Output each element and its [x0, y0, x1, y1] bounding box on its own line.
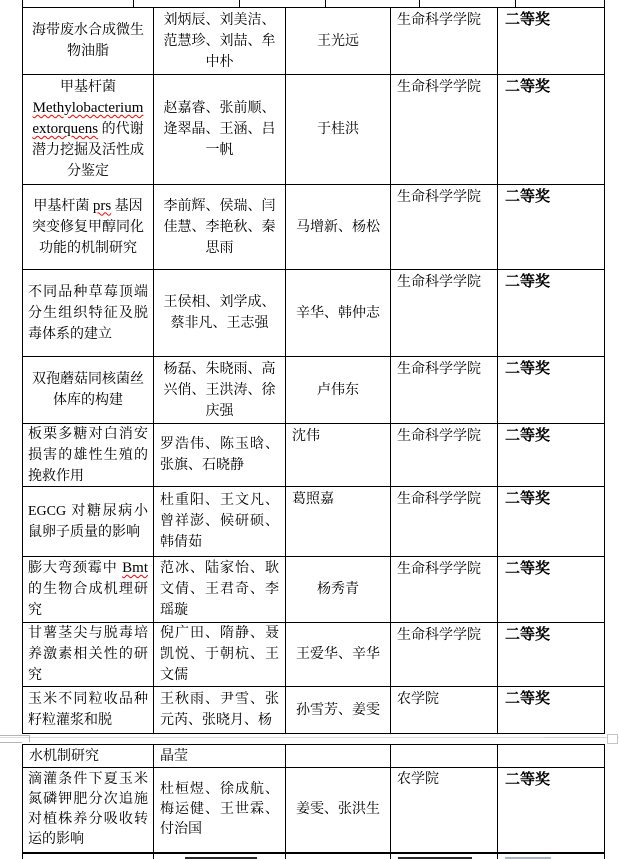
- award-level-cell: [498, 487, 605, 556]
- award-level-cell-text: 二等奖: [505, 561, 551, 577]
- table-row: [23, 623, 605, 687]
- college-cell-text: 生命科学学院: [397, 13, 481, 28]
- table-border: [497, 854, 498, 859]
- award-level-cell-text: 二等奖: [505, 12, 551, 28]
- page-corner-mark-left: [0, 735, 30, 736]
- project-title-cell: [23, 424, 154, 486]
- college-cell-text: 生命科学学院: [397, 190, 481, 205]
- team-members-cell-text: 杜重阳、王文凡、曾祥澎、候研硕、韩倩茹: [160, 493, 279, 550]
- advisors-cell-text: 王爱华、辛华: [296, 647, 380, 662]
- team-members-cell: [154, 357, 286, 423]
- award-level-cell: [498, 270, 605, 356]
- award-level-cell: [498, 185, 605, 269]
- college-cell-text: 生命科学学院: [397, 362, 481, 377]
- table-border: [133, 0, 134, 7]
- awards-table: [22, 0, 605, 859]
- college-cell-text: 生命科学学院: [397, 80, 481, 95]
- project-title-cell-text: 甲基杆菌 prs 基因突变修复甲醇同化功能的机制研究: [32, 197, 144, 256]
- advisors-cell-text: 王光远: [317, 33, 359, 49]
- advisors-cell-text: 姜雯、张洪生: [296, 802, 380, 817]
- advisors-cell: [286, 424, 391, 486]
- college-cell-text: 生命科学学院: [397, 492, 481, 507]
- college-cell: [391, 768, 498, 852]
- page-corner-mark-left: [29, 735, 30, 742]
- advisors-cell-text: 杨秀青: [317, 582, 359, 597]
- college-cell-text: 农学院: [397, 692, 439, 707]
- award-level-cell: [498, 424, 605, 486]
- award-level-cell-text: 二等奖: [505, 189, 551, 205]
- project-title-cell: [23, 745, 154, 767]
- advisors-cell-text: 孙雪芳、姜雯: [296, 702, 380, 718]
- team-members-cell: [154, 424, 286, 486]
- page-edge-line: [0, 737, 619, 738]
- college-cell-text: 生命科学学院: [397, 275, 481, 290]
- clipped-previous-row: [22, 0, 605, 8]
- award-level-cell-text: 二等奖: [505, 79, 551, 95]
- project-title-cell-text: 玉米不同粒收品种籽粒灌浆和脱: [28, 692, 148, 728]
- award-level-cell: [498, 8, 605, 74]
- team-members-cell-text: 晶莹: [160, 749, 188, 764]
- college-cell-text: 农学院: [397, 772, 439, 787]
- advisors-cell: [286, 557, 391, 622]
- college-cell-text: 生命科学学院: [397, 628, 481, 643]
- team-members-cell-text: 王秋雨、尹雪、张元芮、张晓月、杨: [160, 692, 279, 728]
- award-level-cell-text: 二等奖: [505, 491, 551, 507]
- table-row: [23, 768, 605, 853]
- team-members-cell-text: 倪广田、隋静、聂凯悦、于朝杭、王文儒: [160, 626, 279, 683]
- award-level-cell: [498, 357, 605, 423]
- team-members-cell: [154, 768, 286, 852]
- project-title-cell-text: 海带废水合成微生物油脂: [32, 23, 144, 59]
- project-title-cell: [23, 75, 154, 184]
- award-level-cell-text: 二等奖: [505, 691, 551, 707]
- college-cell-text: 生命科学学院: [397, 429, 481, 444]
- team-members-cell: [154, 8, 286, 74]
- team-members-cell: [154, 745, 286, 767]
- table-row: [23, 557, 605, 623]
- award-level-cell-text: 二等奖: [505, 274, 551, 290]
- project-title-cell: [23, 357, 154, 423]
- college-cell-text: [391, 745, 497, 747]
- spellcheck-underlined-term: prs: [92, 197, 112, 214]
- college-cell-text: 生命科学学院: [397, 562, 481, 577]
- college-cell: [391, 557, 498, 622]
- team-members-cell-text: 范冰、陆家怡、耿文倩、王君奇、李瑶璇: [160, 561, 279, 618]
- project-title-cell: [23, 623, 154, 686]
- award-level-cell-text: 二等奖: [505, 428, 551, 444]
- advisors-cell: [286, 357, 391, 423]
- advisors-cell-text: 卢伟东: [317, 382, 359, 398]
- project-title-cell: [23, 687, 154, 733]
- college-cell: [391, 687, 498, 733]
- table-row: [23, 270, 605, 357]
- advisors-cell: [286, 270, 391, 356]
- award-level-cell: [498, 75, 605, 184]
- award-level-cell: [498, 768, 605, 852]
- team-members-cell-text: 杜桓煜、徐成航、梅运健、王世霖、付治国: [160, 782, 279, 837]
- project-title-cell: [23, 487, 154, 556]
- award-level-cell: [498, 557, 605, 622]
- team-members-cell: [154, 487, 286, 556]
- project-title-cell: [23, 185, 154, 269]
- award-level-cell: [498, 745, 605, 767]
- college-cell: [391, 487, 498, 556]
- team-members-cell-text: 罗浩伟、陈玉晗、张旗、石晓静: [160, 437, 279, 473]
- page-edge-line: [545, 737, 607, 738]
- team-members-cell: [154, 185, 286, 269]
- table-border: [515, 0, 516, 7]
- table-border: [325, 0, 326, 7]
- team-members-cell: [154, 687, 286, 733]
- advisors-cell-text: 辛华、韩仲志: [296, 305, 380, 321]
- project-title-cell: [23, 270, 154, 356]
- table-border: [390, 854, 391, 859]
- college-cell: [391, 745, 498, 767]
- table-border: [153, 854, 154, 859]
- college-cell: [391, 8, 498, 74]
- advisors-cell: [286, 487, 391, 556]
- clipped-next-row: [22, 853, 605, 859]
- spellcheck-underlined-term: Bmt: [122, 560, 148, 576]
- advisors-cell: [286, 75, 391, 184]
- college-cell: [391, 424, 498, 486]
- table-row: [23, 687, 605, 734]
- project-title-cell: [23, 768, 154, 852]
- advisors-cell: [286, 8, 391, 74]
- table-border: [285, 854, 286, 859]
- project-title-cell-text: 滴灌条件下夏玉米氮磷钾肥分次追施对植株养分吸收转运的影响: [28, 772, 148, 847]
- table-border: [604, 0, 605, 7]
- table-row: [23, 745, 605, 768]
- college-cell: [391, 185, 498, 269]
- table-row: [23, 487, 605, 557]
- team-members-cell: [154, 270, 286, 356]
- award-level-cell: [498, 623, 605, 686]
- award-level-cell-text: 二等奖: [505, 361, 551, 377]
- award-level-cell-text: 二等奖: [505, 627, 551, 643]
- college-cell: [391, 75, 498, 184]
- team-members-cell: [154, 557, 286, 622]
- college-cell: [391, 357, 498, 423]
- college-cell: [391, 270, 498, 356]
- table-border: [22, 854, 23, 859]
- table-row: [23, 75, 605, 185]
- advisors-cell-text: 马增新、杨松: [296, 219, 380, 235]
- award-level-cell: [498, 687, 605, 733]
- project-title-cell-text: 甲基杆菌Methylobacterium extorquens 的代谢潜力挖掘及活性成分鉴定: [32, 80, 144, 179]
- advisors-cell-text: 沈伟: [292, 429, 320, 444]
- project-title-cell-text: 甘薯茎尖与脱毒培养激素相关性的研究: [28, 626, 148, 683]
- team-members-cell-text: 王侯相、刘学成、蔡非凡、王志强: [163, 295, 276, 331]
- advisors-cell: [286, 745, 391, 767]
- team-members-cell-text: 李前辉、侯瑞、闫佳慧、李艳秋、秦思雨: [163, 198, 276, 256]
- table-row: [23, 424, 605, 487]
- page-corner-mark-right: [607, 734, 618, 744]
- table-row: [23, 185, 605, 270]
- project-title-cell-text: 水机制研究: [29, 749, 99, 764]
- team-members-cell: [154, 623, 286, 686]
- project-title-cell: [23, 557, 154, 622]
- advisors-cell: [286, 768, 391, 852]
- table-border: [419, 0, 420, 7]
- college-cell: [391, 623, 498, 686]
- table-border: [604, 854, 605, 859]
- project-title-cell-text: 不同品种草莓顶端分生组织特征及脱毒体系的建立: [28, 284, 148, 342]
- project-title-cell-text: 板栗多糖对白消安损害的雄性生殖的挽救作用: [28, 426, 148, 484]
- advisors-cell: [286, 623, 391, 686]
- page-break-gap: [22, 734, 605, 744]
- advisors-cell-text: 于桂洪: [317, 122, 359, 137]
- spellcheck-underlined-term: Methylobacterium: [32, 100, 144, 116]
- table-border: [22, 0, 23, 7]
- awards-table-page2: [22, 744, 605, 853]
- team-members-cell-text: 杨磊、朱晓雨、高兴俏、王洪涛、徐庆强: [163, 361, 276, 419]
- award-level-cell-text: [498, 745, 604, 747]
- awards-table-page1: [22, 8, 605, 734]
- table-row: [23, 8, 605, 75]
- team-members-cell-text: 刘炳辰、刘美洁、范慧珍、刘喆、牟中朴: [163, 12, 276, 70]
- project-title-cell-text: 膨大弯颈霉中 Bmt 的生物合成机理研究: [28, 560, 148, 618]
- advisors-cell-text: 葛照嘉: [292, 492, 334, 507]
- page-corner-mark-left: [0, 742, 22, 743]
- project-title-cell-text: 双孢蘑菇同核菌丝体库的构建: [32, 372, 144, 408]
- table-border: [239, 0, 240, 7]
- project-title-cell-text: EGCG 对糖尿病小鼠卵子质量的影响: [28, 503, 148, 540]
- advisors-cell: [286, 185, 391, 269]
- team-members-cell: [154, 75, 286, 184]
- advisors-cell: [286, 687, 391, 733]
- team-members-cell-text: 赵嘉睿、张前顺、逄翠晶、王涵、吕一帆: [163, 101, 276, 158]
- project-title-cell: [23, 8, 154, 74]
- award-level-cell-text: 二等奖: [505, 772, 551, 788]
- spellcheck-underlined-term: extorquens: [32, 121, 99, 137]
- table-row: [23, 357, 605, 424]
